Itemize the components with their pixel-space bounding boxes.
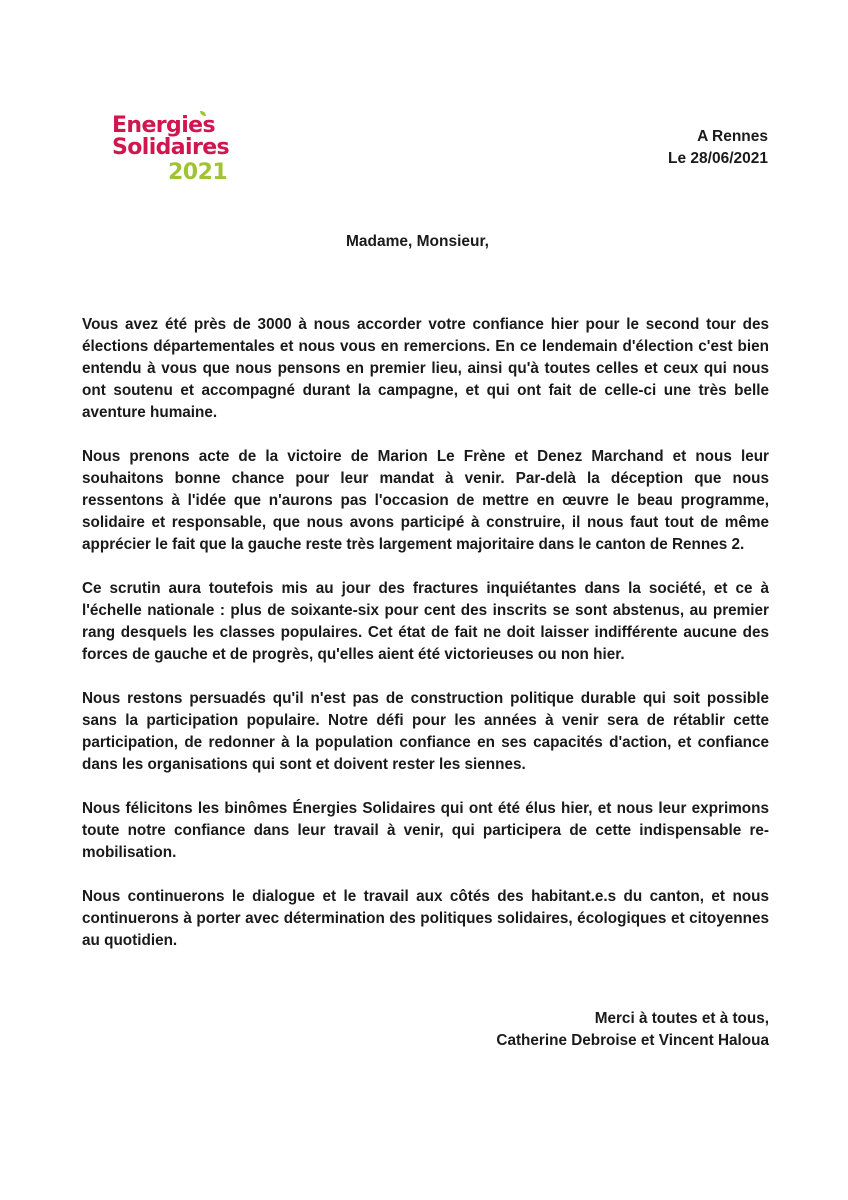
- signatories: Catherine Debroise et Vincent Haloua: [496, 1032, 769, 1049]
- signature-block: [82, 1008, 769, 1052]
- paragraph: Vous avez été près de 3000 à nous accorder votre confiance hier pour le second tour des élections départementales et nous vous en remercions. En ce lendemain d'élection c'est bien entendu à vous que nous pensons en premier lieu, ainsi qu'à toutes celles et ceux qui nous ont soutenu et accompagné durant la campagne, et qui ont fait de celle-ci une très belle aventure humaine.: [82, 316, 769, 421]
- logo-year: 2021: [168, 160, 228, 185]
- salutation: Madame, Monsieur,: [346, 233, 489, 250]
- paragraph: Nous continuerons le dialogue et le travail aux côtés des habitant.e.s du canton, et nous continuerons à porter avec détermination des politiques solidaires, écologiques et citoyennes au quotidien.: [82, 888, 769, 949]
- energies-solidaires-logo: [112, 114, 242, 194]
- paragraph: Nous restons persuadés qu'il n'est pas de construction politique durable qui soit possible sans la participation populaire. Notre défi pour les années à venir sera de rétablir cette participation, de redonner à la population confiance en ses capacités d'action, et confiance dans les organisations qui sont et doivent rester les siennes.: [82, 690, 769, 773]
- paragraph: Ce scrutin aura toutefois mis au jour des fractures inquiétantes dans la société, et ce à l'échelle nationale : plus de soixante-six pour cent des inscrits se sont abstenus, au premier rang desquels les classes populaires. Cet état de fait ne doit laisser indifférente aucune des forces de gauche et de progrès, qu'elles aient été victorieuses ou non hier.: [82, 580, 769, 663]
- paragraph: Nous félicitons les binômes Énergies Solidaires qui ont été élus hier, et nous leur exprimons toute notre confiance dans leur travail à venir, qui participera de cette indispensable re-mobilisation.: [82, 800, 769, 861]
- closing-line: Merci à toutes et à tous,: [594, 1010, 769, 1027]
- logo-line1: Energies: [112, 113, 215, 138]
- place: A Rennes: [697, 128, 768, 145]
- letter-body: [82, 314, 769, 1052]
- date: Le 28/06/2021: [668, 150, 768, 167]
- logo-line2: Solidaires: [112, 135, 230, 160]
- paragraph: Nous prenons acte de la victoire de Marion Le Frène et Denez Marchand et nous leur souhaitons bonne chance pour leur mandat à venir. Par-delà la déception que nous ressentons à l'idée que n'aurons pas l'occasion de mettre en œuvre le beau programme, solidaire et responsable, que nous avons participé à construire, il nous faut tout de même apprécier le fait que la gauche reste très largement majoritaire dans le canton de Rennes 2.: [82, 448, 769, 553]
- place-date: [668, 126, 768, 170]
